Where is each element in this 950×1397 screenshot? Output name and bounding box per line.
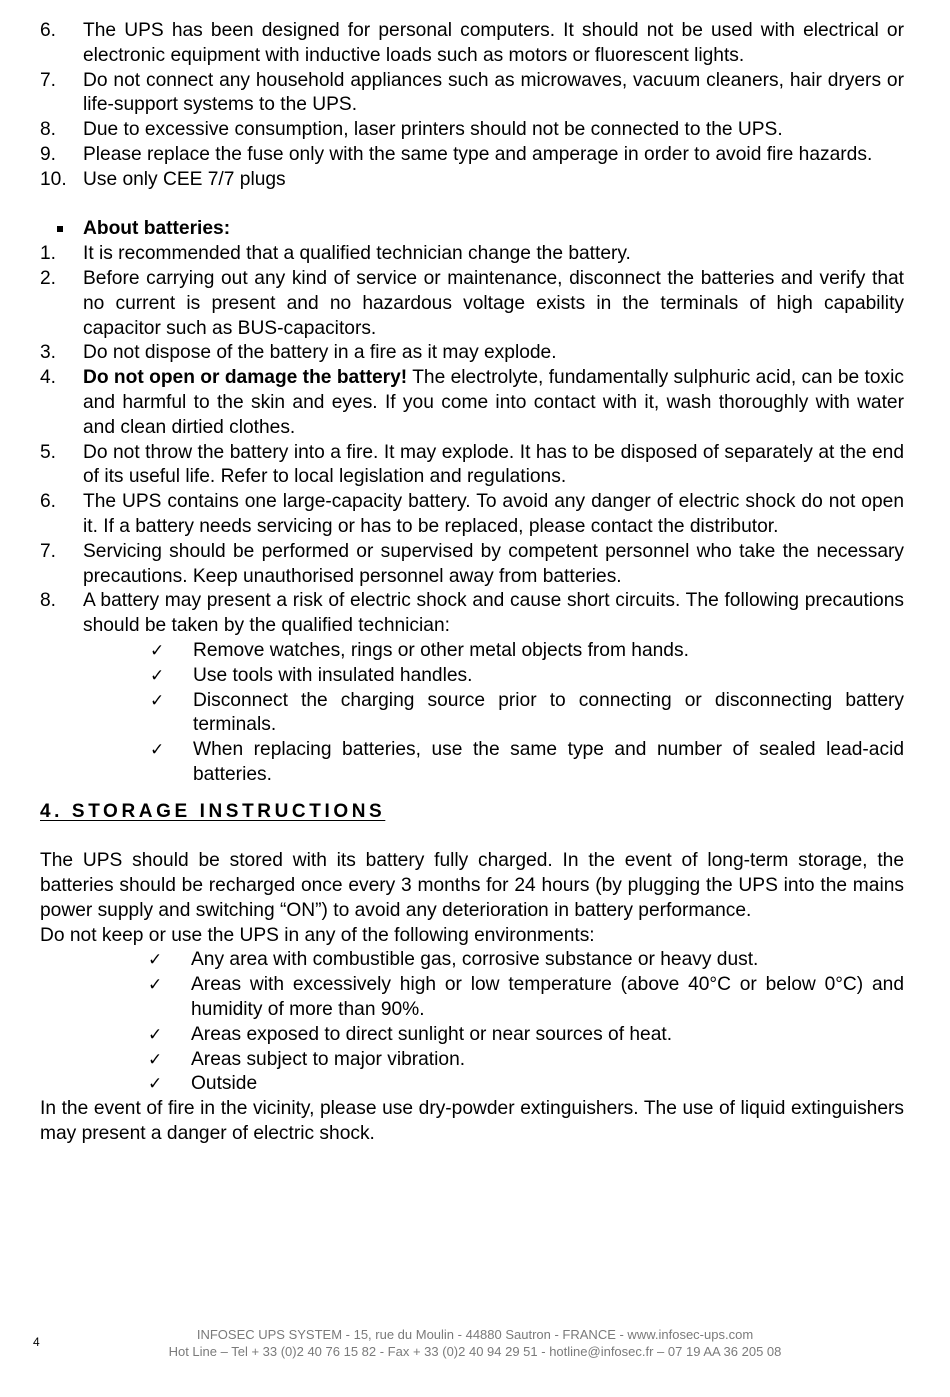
batteries-heading-text: About batteries: <box>83 218 231 240</box>
checkmark-icon: ✓ <box>148 950 163 970</box>
checklist-text: Disconnect the charging source prior to connecting or disconnecting battery terminals. <box>193 689 904 736</box>
checklist-item <box>40 738 904 788</box>
checklist-text: Any area with combustible gas, corrosive substance or heavy dust. <box>191 949 759 971</box>
item-number: 9. <box>40 143 57 165</box>
checklist-item <box>40 1023 904 1048</box>
checklist-text: When replacing batteries, use the same type and number of sealed lead-acid batteries. <box>193 739 904 785</box>
storage-paragraph: The UPS should be stored with its battery fully charged. In the event of long-term storage, the batteries should be recharged once every 3 months for 24 hours (by plugging the UPS into the mains power supply and switching “ON”) to avoid any deterioration in battery performance. <box>40 850 904 921</box>
general-safety-list <box>40 19 904 193</box>
item-text: The electrolyte, fundamentally sulphuric acid, can be toxic and harmful to the skin and eyes. If you come into contact with it, wash thoroughly with water and clean dirtied clothes. <box>83 367 904 438</box>
batteries-heading <box>40 217 904 242</box>
item-number: 10. <box>40 168 67 190</box>
item-text: Use only CEE 7/7 plugs <box>83 168 286 190</box>
storage-environments-intro: Do not keep or use the UPS in any of the following environments: <box>40 924 595 946</box>
item-number: 7. <box>40 540 57 562</box>
item-number: 2. <box>40 267 57 289</box>
environments-checklist <box>40 948 904 1097</box>
spacer <box>40 825 904 850</box>
item-bold-warning: Do not open or damage the battery! <box>83 367 408 389</box>
checklist-text: Areas exposed to direct sunlight or near sources of heat. <box>191 1023 673 1045</box>
checklist-text: Areas with excessively high or low temperature (above 40°C or below 0°C) and humidity of more than 90%. <box>191 974 904 1021</box>
list-item <box>40 341 904 366</box>
item-text: The UPS contains one large-capacity battery. To avoid any danger of electric shock do not open it. If a battery needs servicing or has to be replaced, please contact the distributor. <box>83 491 904 537</box>
item-text: The UPS has been designed for personal computers. It should not be used with electrical or electronic equipment with inductive loads such as motors or fluorescent lights. <box>83 20 904 66</box>
item-text: Do not throw the battery into a fire. It may explode. It has to be disposed of separately at the end of its useful life. Refer to local legislation and regulations. <box>83 441 904 488</box>
item-number: 8. <box>40 119 57 141</box>
checklist-text: Use tools with insulated handles. <box>193 664 473 686</box>
page-number: 4 <box>33 1335 40 1349</box>
item-number: 1. <box>40 243 57 265</box>
checkmark-icon: ✓ <box>148 1049 163 1069</box>
list-item <box>40 242 904 267</box>
precautions-checklist <box>40 639 904 788</box>
checkmark-icon: ✓ <box>148 975 163 995</box>
list-item <box>40 69 904 119</box>
square-bullet-icon <box>57 226 63 232</box>
item-number: 6. <box>40 491 57 513</box>
item-text: A battery may present a risk of electric shock and cause short circuits. The following precautions should be taken by the qualified technician: <box>83 590 904 637</box>
footer-address: INFOSEC UPS SYSTEM - 15, rue du Moulin - 44880 Sautron - FRANCE - www.infosec-ups.com <box>196 1327 754 1342</box>
item-text: Due to excessive consumption, laser printers should not be connected to the UPS. <box>83 119 783 141</box>
checklist-item <box>40 973 904 1023</box>
item-number: 6. <box>40 20 57 41</box>
page-footer <box>0 1327 950 1360</box>
item-text: It is recommended that a qualified technician change the battery. <box>83 243 631 265</box>
fire-paragraph: In the event of fire in the vicinity, please use dry-powder extinguishers. The use of liquid extinguishers may present a danger of electric shock. <box>40 1098 904 1145</box>
item-text: Do not dispose of the battery in a fire as it may explode. <box>83 342 557 364</box>
spacer <box>40 193 904 218</box>
document-page <box>40 19 904 1147</box>
batteries-list <box>40 242 904 639</box>
item-text: Before carrying out any kind of service or maintenance, disconnect the batteries and verify that no current is present and no hazardous voltage exists in the terminals of high capability capacitor such as BUS-capacitors. <box>83 267 904 339</box>
checkmark-icon: ✓ <box>150 740 165 760</box>
list-item <box>40 540 904 590</box>
checklist-text: Outside <box>191 1073 258 1095</box>
item-text: Do not connect any household appliances such as microwaves, vacuum cleaners, hair dryers or life-support systems to the UPS. <box>83 69 904 116</box>
list-item <box>40 143 904 168</box>
checkmark-icon: ✓ <box>150 640 165 660</box>
checkmark-icon: ✓ <box>150 690 165 710</box>
list-item <box>40 118 904 143</box>
item-number: 5. <box>40 441 57 463</box>
checklist-item <box>40 689 904 739</box>
list-item <box>40 168 904 193</box>
item-number: 3. <box>40 342 57 364</box>
list-item <box>40 267 904 341</box>
item-number: 8. <box>40 590 57 612</box>
list-item <box>40 441 904 491</box>
checklist-text: Remove watches, rings or other metal objects from hands. <box>193 639 689 661</box>
checkmark-icon: ✓ <box>150 665 165 685</box>
checklist-item <box>40 1048 904 1073</box>
list-item <box>40 490 904 540</box>
checklist-item <box>40 948 904 973</box>
checklist-text: Areas subject to major vibration. <box>191 1048 466 1070</box>
list-item <box>40 366 904 440</box>
checkmark-icon: ✓ <box>148 1074 163 1094</box>
item-text: Servicing should be performed or supervised by competent personnel who take the necessary precautions. Keep unauthorised personnel away from batteries. <box>83 540 904 587</box>
item-text: Please replace the fuse only with the same type and amperage in order to avoid fire hazards. <box>83 143 873 165</box>
item-number: 7. <box>40 69 57 91</box>
item-number: 4. <box>40 367 57 389</box>
checklist-item <box>40 1072 904 1097</box>
list-item <box>40 19 904 69</box>
checkmark-icon: ✓ <box>148 1024 163 1044</box>
checklist-item <box>40 639 904 664</box>
section-title-storage: 4. STORAGE INSTRUCTIONS <box>40 800 386 822</box>
list-item <box>40 589 904 639</box>
footer-contact: Hot Line – Tel + 33 (0)2 40 76 15 82 - Fax + 33 (0)2 40 94 29 51 - hotline@infosec.fr – 07 19 AA 36 205 08 <box>168 1343 782 1359</box>
checklist-item <box>40 664 904 689</box>
